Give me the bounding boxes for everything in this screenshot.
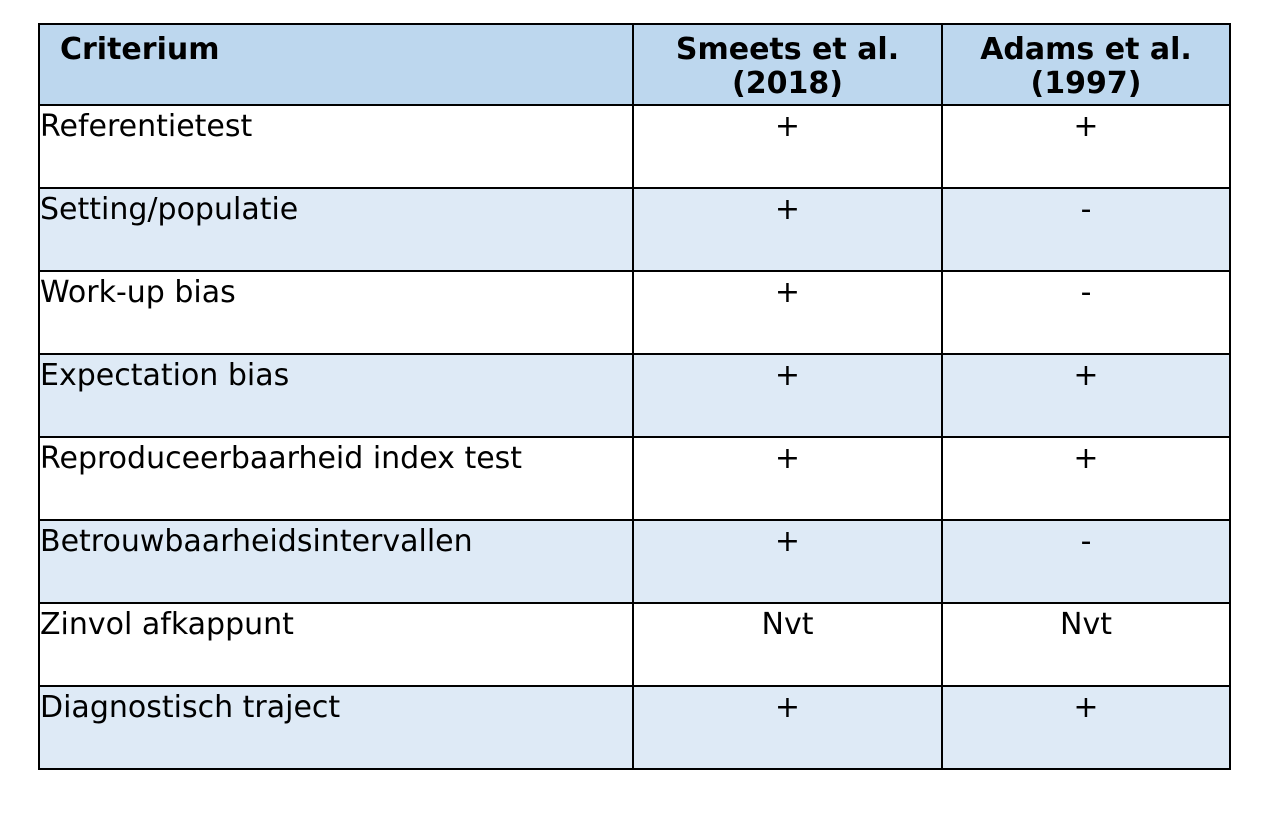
smeets-cell: + (633, 271, 942, 354)
adams-cell: + (942, 354, 1230, 437)
adams-cell: Nvt (942, 603, 1230, 686)
adams-cell: - (942, 188, 1230, 271)
smeets-cell: + (633, 686, 942, 769)
table-row (39, 271, 1230, 354)
table-row (39, 354, 1230, 437)
criterion-cell: Reproduceerbaarheid index test (39, 437, 633, 520)
smeets-cell: + (633, 105, 942, 188)
smeets-cell: Nvt (633, 603, 942, 686)
criterion-cell: Zinvol afkappunt (39, 603, 633, 686)
smeets-cell: + (633, 354, 942, 437)
criteria-table (38, 23, 1231, 770)
smeets-cell: + (633, 437, 942, 520)
criterion-cell: Referentietest (39, 105, 633, 188)
adams-cell: + (942, 437, 1230, 520)
criterion-cell: Work-up bias (39, 271, 633, 354)
header-row (39, 24, 1230, 105)
table-row (39, 188, 1230, 271)
criterion-cell: Expectation bias (39, 354, 633, 437)
criterion-cell: Betrouwbaarheidsintervallen (39, 520, 633, 603)
adams-cell: - (942, 271, 1230, 354)
table-row (39, 686, 1230, 769)
criterion-cell: Setting/populatie (39, 188, 633, 271)
smeets-cell: + (633, 520, 942, 603)
table-row (39, 520, 1230, 603)
header-smeets: Smeets et al. (2018) (633, 24, 942, 105)
header-adams: Adams et al. (1997) (942, 24, 1230, 105)
adams-cell: + (942, 105, 1230, 188)
table-row (39, 603, 1230, 686)
table-row (39, 105, 1230, 188)
header-criterion: Criterium (39, 24, 633, 105)
adams-cell: - (942, 520, 1230, 603)
smeets-cell: + (633, 188, 942, 271)
table-row (39, 437, 1230, 520)
adams-cell: + (942, 686, 1230, 769)
criterion-cell: Diagnostisch traject (39, 686, 633, 769)
